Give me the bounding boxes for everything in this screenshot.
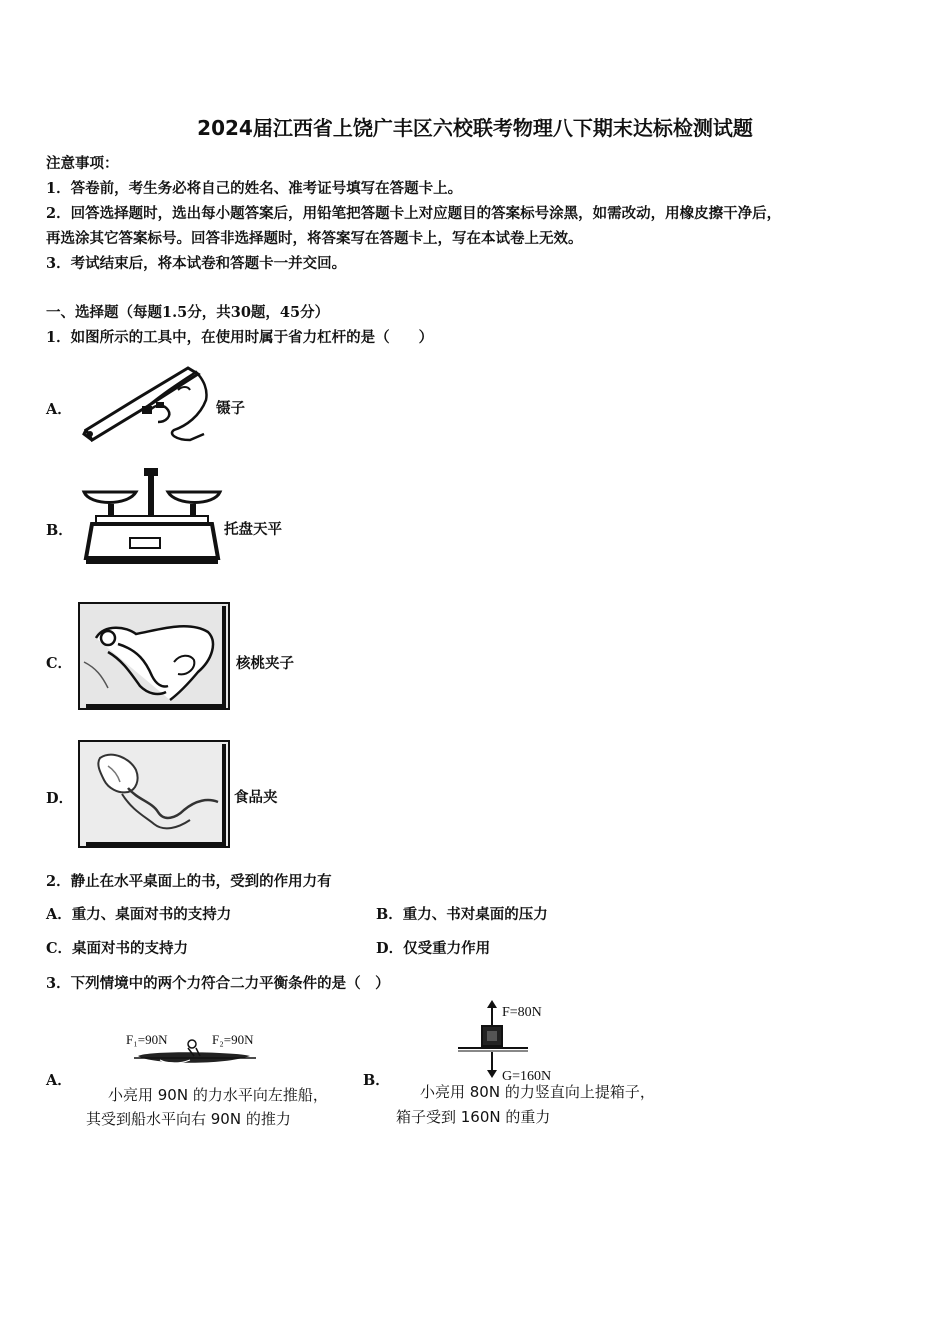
notice-item-2-line-1: 2．回答选择题时，选出每小题答案后，用铅笔把答题卡上对应题目的答案标号涂黑，如需改动，用橡皮擦干净后，: [46, 205, 782, 222]
boat-push-icon: [120, 1030, 270, 1070]
notice-item-3: 3．考试结束后，将本试卷和答题卡一并交回。: [46, 255, 347, 272]
q2-option-c: C．桌面对书的支持力: [46, 940, 189, 957]
q1-option-c-name: 核桃夹子: [236, 655, 294, 672]
force-label-f1: F₁=90N: [126, 1032, 168, 1047]
q3-option-a-letter: A．: [46, 1072, 72, 1089]
q3-option-a-caption-line-1: 小亮用 90N 的力水平向左推船，: [108, 1086, 328, 1104]
q2-option-a: A．重力、桌面对书的支持力: [46, 906, 232, 923]
tweezers-icon: [78, 360, 212, 446]
food-tongs-icon: [78, 740, 230, 848]
q1-option-c-letter: C．: [46, 655, 73, 672]
question-2-stem: 2．静止在水平桌面上的书，受到的作用力有: [46, 873, 332, 890]
notice-item-2-line-2: 再选涂其它答案标号。回答非选择题时，将答案写在答题卡上，写在本试卷上无效。: [46, 230, 583, 247]
q2-option-b: B．重力、书对桌面的压力: [376, 906, 548, 923]
q3-option-b-letter: B．: [363, 1072, 390, 1089]
q1-option-a-letter: A．: [46, 401, 72, 418]
notice-heading: 注意事项：: [46, 155, 119, 172]
force-label-f2: F₂=90N: [212, 1032, 254, 1047]
question-1-stem: 1．如图所示的工具中，在使用时属于省力杠杆的是（ ）: [46, 329, 434, 346]
question-3-stem: 3．下列情境中的两个力符合二力平衡条件的是（ ）: [46, 975, 390, 992]
nutcracker-icon: [78, 602, 230, 710]
box-forces-icon: [454, 998, 594, 1084]
q1-option-d-name: 食品夹: [234, 789, 278, 806]
notice-item-1: 1．答卷前，考生务必将自己的姓名、准考证号填写在答题卡上。: [46, 180, 463, 197]
q3-option-b-caption-line-1: 小亮用 80N 的力竖直向上提箱子，: [420, 1083, 655, 1101]
balance-scale-icon: [80, 466, 226, 570]
q3-option-b-caption-line-2: 箱子受到 160N 的重力: [396, 1108, 551, 1126]
section-heading: 一、选择题（每题1.5分，共30题，45分）: [46, 304, 330, 321]
q1-option-a-name: 镊子: [216, 400, 245, 417]
q2-option-d: D．仅受重力作用: [376, 940, 491, 957]
q1-option-b-name: 托盘天平: [224, 521, 282, 538]
page-title: 2024届江西省上饶广丰区六校联考物理八下期末达标检测试题: [197, 116, 753, 140]
force-label-g: G=160N: [502, 1069, 552, 1084]
force-label-f: F=80N: [502, 1005, 542, 1020]
q1-option-b-letter: B．: [46, 522, 73, 539]
q3-option-a-caption-line-2: 其受到船水平向右 90N 的推力: [86, 1110, 291, 1128]
q1-option-d-letter: D．: [46, 790, 74, 807]
